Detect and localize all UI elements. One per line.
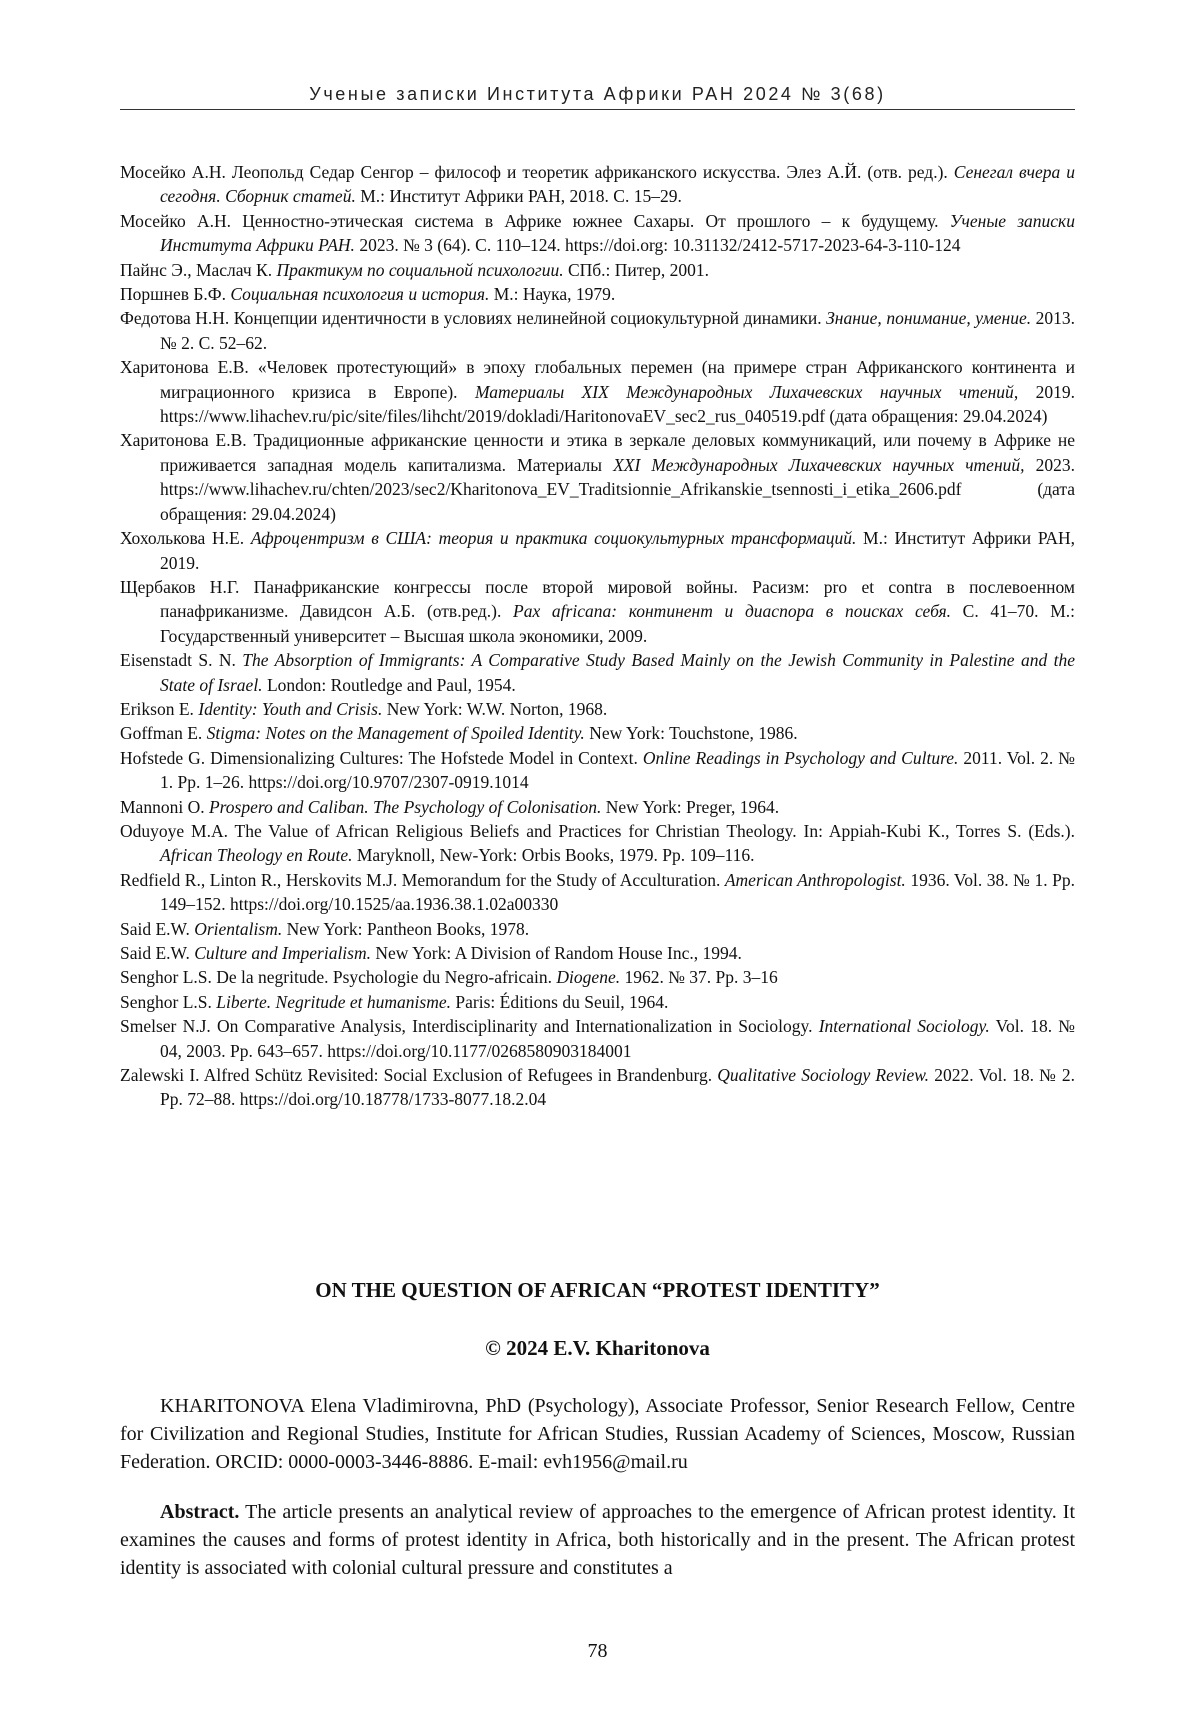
reference-source-title: Culture and Imperialism.	[194, 943, 371, 963]
author-info: KHARITONOVA Elena Vladimirovna, PhD (Psychology), Associate Professor, Senior Research Fellow, Centre for Civilization and Regional Studies, Institute for African Studies, Russian Academy of Sciences, Moscow, Russian Federation. ORCID: 0000-0003-3446-8886. E-mail: evh1956@mail.ru	[120, 1395, 1075, 1473]
reference-text: СПб.: Питер, 2001.	[563, 259, 710, 280]
reference-text: Oduyoye M.A. The Value of African Religious Beliefs and Practices for Christian Theology. In: Appiah-Kubi K., Torres S. (Eds.).	[120, 820, 1075, 841]
reference-item	[120, 526, 1075, 575]
reference-text: М.: Институт Африки РАН, 2018. С. 15–29.	[355, 186, 682, 207]
reference-text: Хохолькова Н.Е.	[120, 528, 251, 549]
running-title: Ученые записки Института Африки РАН 2024 № 3(68)	[309, 84, 886, 104]
reference-text: М.: Институт Африки РАН, 2019.	[160, 528, 1075, 573]
article-title: ON THE QUESTION OF AFRICAN “PROTEST IDENTITY”	[315, 1278, 880, 1302]
reference-item	[120, 795, 1075, 819]
reference-text: Said E.W.	[120, 918, 195, 939]
reference-text: New York: W.W. Norton, 1968.	[382, 698, 608, 719]
reference-list	[120, 160, 1075, 1112]
reference-text: Пайнс Э., Маслач К.	[120, 259, 277, 280]
reference-text: New York: Preger, 1964.	[601, 796, 780, 817]
reference-source-title: Stigma: Notes on the Management of Spoiled Identity.	[206, 723, 585, 744]
reference-source-title: Практикум по социальной психологии.	[276, 259, 564, 280]
reference-text: Vol. 18. № 04, 2003. Pp. 643–657. https://doi.org/10.1177/0268580903184001	[160, 1016, 1076, 1061]
reference-item	[120, 868, 1075, 917]
reference-item	[120, 428, 1075, 526]
reference-item	[120, 306, 1075, 355]
reference-item	[120, 258, 1075, 282]
reference-text: Hofstede G. Dimensionalizing Cultures: The Hofstede Model in Context.	[120, 747, 643, 768]
reference-source-title: Diogene.	[556, 967, 621, 988]
reference-source-title: Афроцентризм в США: теория и практика социокультурных трансформаций.	[250, 528, 857, 549]
reference-text: 2023. https://www.lihachev.ru/chten/2023/sec2/Kharitonova_EV_Traditsionnie_Afrikanskie_tsennosti_i_etika_2606.pdf (дата обращения: 29.04.2024)	[160, 454, 1075, 524]
reference-source-title: Материалы XIX Международных Лихачевских научных чтений	[474, 381, 1014, 402]
reference-source-title: Pax africana: континент и диаспора в поисках себя.	[513, 601, 951, 622]
reference-source-title: African Theology en Route.	[160, 845, 353, 866]
reference-source-title: XXI Международных Лихачевских научных чтений,	[613, 454, 1025, 475]
reference-text: Goffman E.	[120, 723, 207, 744]
reference-source-title: International Sociology.	[818, 1016, 990, 1037]
abstract-label: Abstract.	[160, 1501, 240, 1523]
reference-text: Senghor L.S.	[120, 991, 217, 1012]
reference-item	[120, 965, 1075, 989]
reference-text: New York: A Division of Random House Inc., 1994.	[371, 943, 742, 963]
reference-item	[120, 697, 1075, 721]
reference-text: Харитонова Е.В. «Человек протестующий» в эпоху глобальных перемен (на примере стран Африканского континента и миграционного кризиса в Европе).	[120, 357, 1075, 402]
reference-source-title: Социальная психология и история.	[230, 284, 490, 305]
reference-item	[120, 160, 1075, 209]
page-number: 78	[587, 1640, 608, 1662]
reference-text: Eisenstadt S. N.	[120, 650, 243, 671]
reference-source-title: Prospero and Caliban. The Psychology of Colonisation.	[208, 796, 602, 817]
reference-text: Zalewski I. Alfred Schütz Revisited: Social Exclusion of Refugees in Brandenburg.	[120, 1065, 718, 1086]
reference-source-title: Orientalism.	[194, 918, 283, 939]
reference-item	[120, 648, 1075, 697]
reference-text: , 2019. https://www.lihachev.ru/pic/site/files/lihcht/2019/dokladi/HaritonovaEV_sec2_rus_040519.pdf (дата обращения: 29.04.2024)	[160, 381, 1075, 427]
reference-text: Redfield R., Linton R., Herskovits M.J. Memorandum for the Study of Acculturation.	[120, 869, 725, 890]
reference-item	[120, 209, 1075, 258]
reference-text: New York: Pantheon Books, 1978.	[282, 918, 530, 939]
reference-item	[120, 1063, 1075, 1112]
reference-item	[120, 1014, 1075, 1063]
reference-text: Щербаков Н.Г. Панафриканские конгрессы после второй мировой войны. Расизм: pro et contra в послевоенном панафриканизме. Давидсон А.Б. (отв.ред.).	[120, 576, 1075, 622]
reference-item	[120, 819, 1075, 868]
reference-text: 2023. № 3 (64). С. 110–124. https://doi.org: 10.31132/2412-5717-2023-64-3-110-124	[354, 235, 961, 256]
reference-text: М.: Наука, 1979.	[489, 284, 616, 305]
reference-text: 1936. Vol. 38. № 1. Pp. 149–152. https://doi.org/10.1525/aa.1936.38.1.02a00330	[160, 869, 1076, 915]
reference-text: С. 41–70. М.: Государственный университет – Высшая школа экономики, 2009.	[160, 601, 1075, 646]
abstract-text: The article presents an analytical review of approaches to the emergence of African protest identity. It examines the causes and forms of protest identity in Africa, both historically and in the present. The African protest identity is associated with colonial cultural pressure and constitutes a	[120, 1501, 1075, 1579]
reference-source-title: American Anthropologist.	[724, 869, 906, 890]
abstract	[120, 1498, 1075, 1582]
reference-item	[120, 941, 1075, 965]
reference-item	[120, 575, 1075, 648]
reference-source-title: Identity: Youth and Crisis.	[198, 698, 383, 719]
reference-text: Maryknoll, New-York: Orbis Books, 1979. Pp. 109–116.	[352, 845, 755, 866]
reference-text: Paris: Éditions du Seuil, 1964.	[451, 991, 669, 1012]
reference-text: 1962. № 37. Pp. 3–16	[620, 967, 778, 988]
reference-text: Said E.W.	[120, 943, 195, 963]
reference-source-title: Сенегал вчера и сегодня. Сборник статей.	[160, 162, 1076, 207]
reference-source-title: Ученые записки Института Африки РАН.	[160, 210, 1075, 256]
header-rule	[120, 109, 1075, 110]
reference-text: Erikson E.	[120, 698, 199, 719]
article-byline: © 2024 E.V. Kharitonova	[485, 1336, 710, 1360]
reference-text: Мосейко А.Н. Ценностно-этическая система в Африке южнее Сахары. От прошлого – к будущему.	[120, 210, 950, 231]
reference-item	[120, 917, 1075, 941]
reference-text: 2011. Vol. 2. № 1. Pp. 1–26. https://doi.org/10.9707/2307-0919.1014	[160, 747, 1075, 793]
reference-item	[120, 990, 1075, 1014]
reference-source-title: Liberte. Negritude et humanisme.	[216, 991, 452, 1012]
reference-text: London: Routledge and Paul, 1954.	[262, 674, 516, 695]
reference-source-title: Знание, понимание, умение.	[826, 308, 1032, 329]
reference-item	[120, 355, 1075, 428]
reference-text: Senghor L.S. De la negritude. Psychologie du Negro-africain.	[120, 967, 557, 988]
reference-source-title: Online Readings in Psychology and Culture.	[642, 747, 959, 768]
reference-text: Mannoni O.	[120, 796, 209, 817]
reference-text: Федотова Н.Н. Концепции идентичности в условиях нелинейной социокультурной динамики.	[120, 308, 827, 329]
reference-item	[120, 282, 1075, 306]
reference-text: Поршнев Б.Ф.	[120, 284, 231, 305]
reference-text: Харитонова Е.В. Традиционные африканские ценности и этика в зеркале деловых коммуникаций, или почему в Африке не приживается западная модель капитализма. Материалы	[120, 430, 1075, 475]
reference-text: 2022. Vol. 18. № 2. Pp. 72–88. https://doi.org/10.18778/1733-8077.18.2.04	[160, 1065, 1075, 1110]
reference-item	[120, 746, 1075, 795]
reference-item	[120, 721, 1075, 745]
reference-text: 2013. № 2. С. 52–62.	[160, 308, 1075, 353]
reference-source-title: The Absorption of Immigrants: A Comparative Study Based Mainly on the Jewish Community in Palestine and the State of Israel.	[160, 650, 1075, 695]
reference-text: Мосейко А.Н. Леопольд Седар Сенгор – философ и теоретик африканского искусства. Элез А.Й. (отв. ред.).	[120, 162, 954, 182]
reference-source-title: Qualitative Sociology Review.	[717, 1065, 930, 1086]
reference-text: New York: Touchstone, 1986.	[584, 723, 798, 744]
reference-text: Smelser N.J. On Comparative Analysis, Interdisciplinarity and Internationalization in Sociology.	[120, 1016, 819, 1037]
